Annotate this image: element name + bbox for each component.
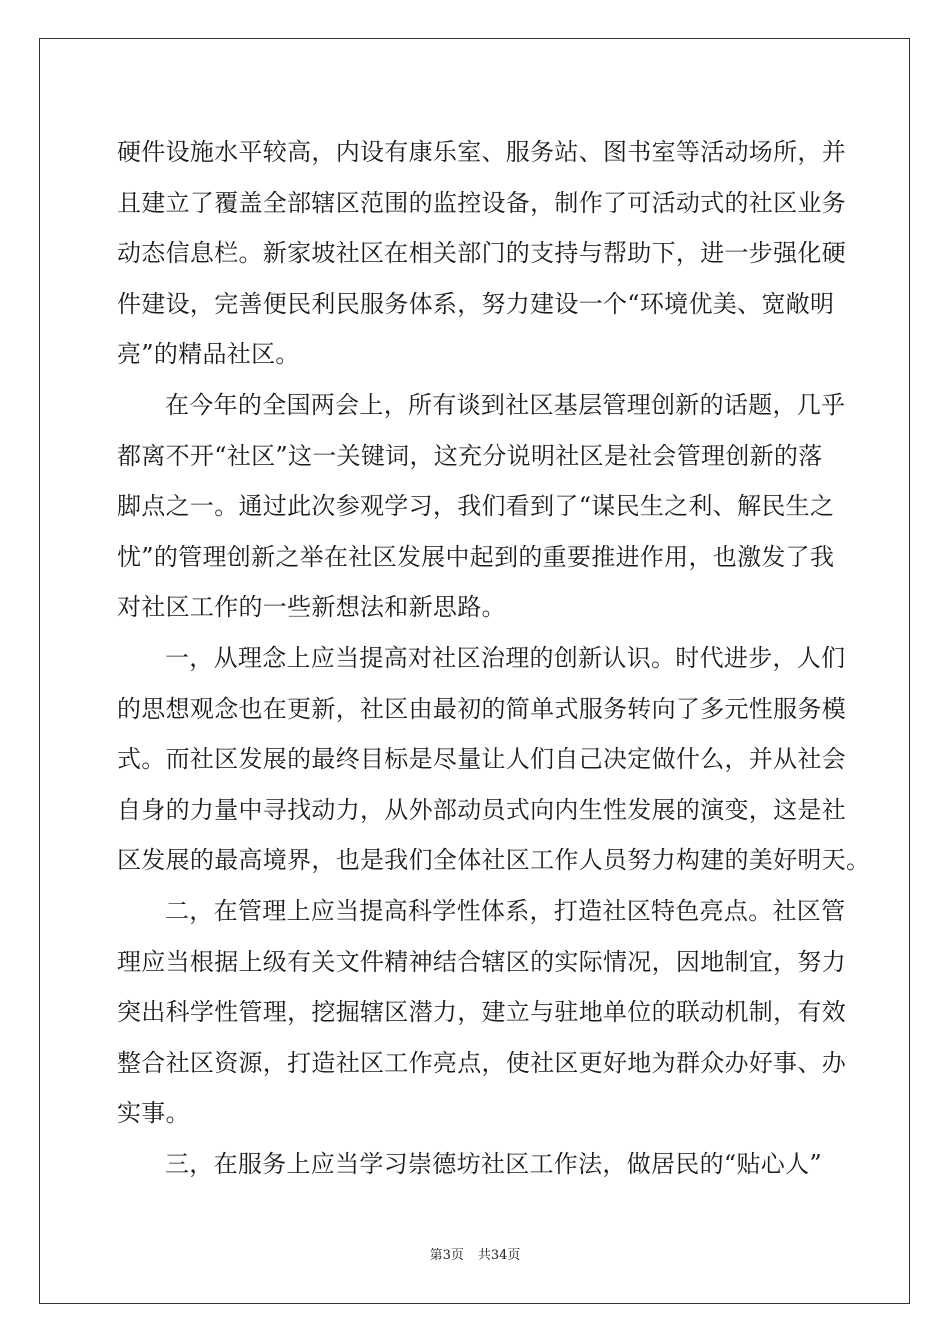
text-line-20: 实事。 — [117, 1099, 190, 1128]
text-line-15: 区发展的最高境界，也是我们全体社区工作人员努力构建的美好明天。 — [117, 846, 871, 875]
paragraph-start-line-21: 三，在服务上应当学习崇德坊社区工作法，做居民的“贴心人” — [165, 1149, 822, 1178]
text-line-14: 自身的力量中寻找动力，从外部动员式向内生性发展的演变，这是社 — [117, 795, 846, 824]
page-footer — [0, 1244, 950, 1263]
text-line-1: 硬件设施水平较高，内设有康乐室、服务站、图书室等活动场所，并 — [117, 138, 846, 166]
text-line-4: 件建设，完善便民利民服务体系，努力建设一个“环境优美、宽敞明 — [117, 289, 835, 318]
text-line-2: 且建立了覆盖全部辖区范围的监控设备，制作了可活动式的社区业务 — [117, 188, 846, 217]
page-total: 共34页 — [477, 1248, 521, 1263]
page-number: 第3页 — [429, 1248, 464, 1263]
text-line-10: 对社区工作的一些新想法和新思路。 — [117, 593, 506, 622]
text-line-8: 脚点之一。通过此次参观学习，我们看到了“谋民生之利、解民生之 — [117, 492, 835, 521]
text-line-17: 理应当根据上级有关文件精神结合辖区的实际情况，因地制宜，努力 — [117, 947, 846, 976]
text-line-19: 整合社区资源，打造社区工作亮点，使社区更好地为群众办好事、办 — [117, 1048, 846, 1077]
text-line-7: 都离不开“社区”这一关键词，这充分说明社区是社会管理创新的落 — [117, 441, 823, 470]
text-line-13: 式。而社区发展的最终目标是尽量让人们自己决定做什么，并从社会 — [117, 745, 846, 774]
text-line-18: 突出科学性管理，挖掘辖区潜力，建立与驻地单位的联动机制，有效 — [117, 998, 846, 1027]
paragraph-start-line-11: 一，从理念上应当提高对社区治理的创新认识。时代进步，人们 — [165, 643, 846, 672]
paragraph-start-line-16: 二，在管理上应当提高科学性体系，打造社区特色亮点。社区管 — [165, 896, 846, 925]
text-line-12: 的思想观念也在更新，社区由最初的简单式服务转向了多元性服务模 — [117, 694, 846, 723]
text-line-5: 亮”的精品社区。 — [117, 340, 300, 369]
text-line-3: 动态信息栏。新家坡社区在相关部门的支持与帮助下，进一步强化硬 — [117, 239, 846, 268]
text-line-9: 忧”的管理创新之举在社区发展中起到的重要推进作用，也激发了我 — [117, 542, 835, 571]
document-body — [117, 127, 871, 1189]
paragraph-start-line-6: 在今年的全国两会上，所有谈到社区基层管理创新的话题，几乎 — [165, 390, 846, 419]
